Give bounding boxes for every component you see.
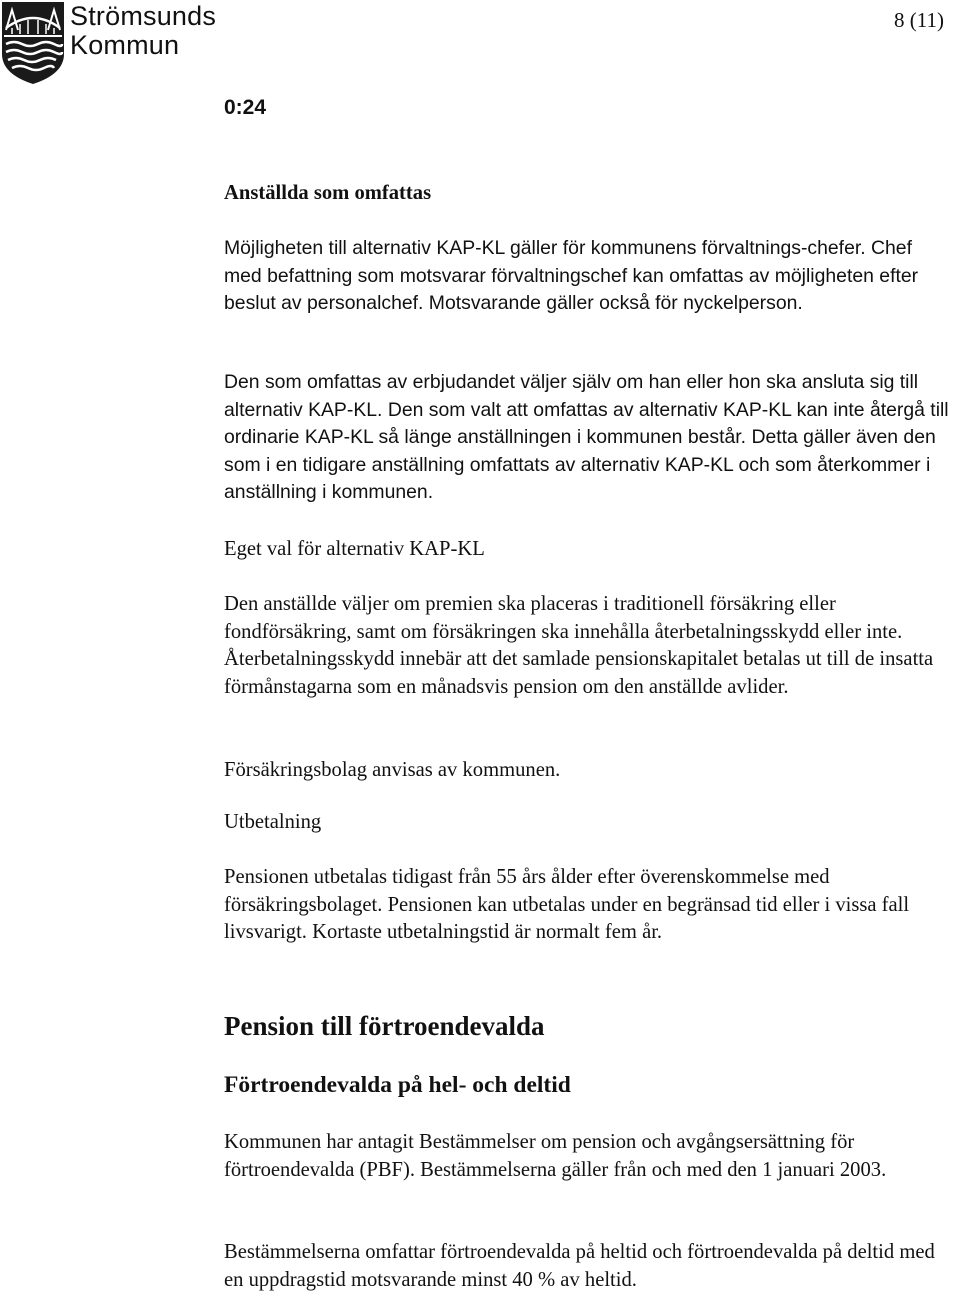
section-heading-anstallda: Anställda som omfattas <box>224 182 432 204</box>
timecode: 0:24 <box>224 96 267 119</box>
paragraph-fortroendevalda-1: Kommunen har antagit Bestämmelser om pension och avgångsersättning för förtroendevalda (PBF). Bestämmelserna gäller från och med den 1 januari 2003. <box>224 1131 887 1181</box>
paragraph-fortroendevalda-2: Bestämmelserna omfattar förtroendevalda på heltid och förtroendevalda på deltid med en uppdragstid motsvarande minst 40 % av heltid. <box>224 1241 935 1291</box>
logo-line-2: Kommun <box>70 30 180 60</box>
section-heading-pension: Pension till förtroendevalda <box>224 1011 545 1041</box>
paragraph-anstallda-2-part-b: Den som valt att omfattas av alternativ KAP-KL kan inte återgå till ordinarie KAP-KL så länge anställningen i kommunen består. <box>224 398 949 449</box>
paragraph-eget-val-1: Den anställde väljer om premien ska placeras i traditionell försäkring eller fondförsäkring, samt om försäkringen ska innehålla återbetalningsskydd eller inte. Återbetalningsskydd innebär att det samlade pensionskapitalet betalas ut till de insatta förmånstagarna som en månadsvis pension om den anställde avlider. <box>224 593 934 698</box>
paragraph-utbetalning: Pensionen utbetalas tidigast från 55 års ålder efter överenskommelse med försäkringsbolaget. Pensionen kan utbetalas under en begränsad tid eller i vissa fall livsvarigt. Kortaste utbetalningstid är normalt fem år. <box>224 866 910 944</box>
section-heading-eget-val: Eget val för alternativ KAP-KL <box>224 538 485 560</box>
paragraph-anstallda-1: Möjligheten till alternativ KAP-KL gäller för kommunens förvaltnings-chefer. Chef med befattning som motsvarar förvaltningschef kan omfattas av möjligheten efter beslut av personalchef. Motsvarande gäller också för nyckelperson. <box>224 237 919 315</box>
paragraph-eget-val-2: Försäkringsbolag anvisas av kommunen. <box>224 759 561 781</box>
section-heading-utbetalning: Utbetalning <box>224 811 322 833</box>
logo-text <box>70 2 216 60</box>
page-number: 8 (11) <box>894 8 944 32</box>
coat-of-arms-icon <box>0 0 66 86</box>
paragraph-anstallda-2-part-c: Detta gäller även den som i en tidigare anställning omfattats av alternativ KAP-KL och som återkommer i anställning i kommunen. <box>224 426 936 504</box>
paragraph-anstallda-2 <box>224 369 954 507</box>
municipality-logo <box>0 0 217 90</box>
paragraph-anstallda-2-part-a: Den som omfattas av erbjudandet väljer själv om han eller hon ska ansluta sig till alternativ KAP-KL. <box>224 371 919 421</box>
logo-line-1: Strömsunds <box>70 1 217 31</box>
section-heading-fortroendevalda: Förtroendevalda på hel- och deltid <box>224 1072 571 1098</box>
